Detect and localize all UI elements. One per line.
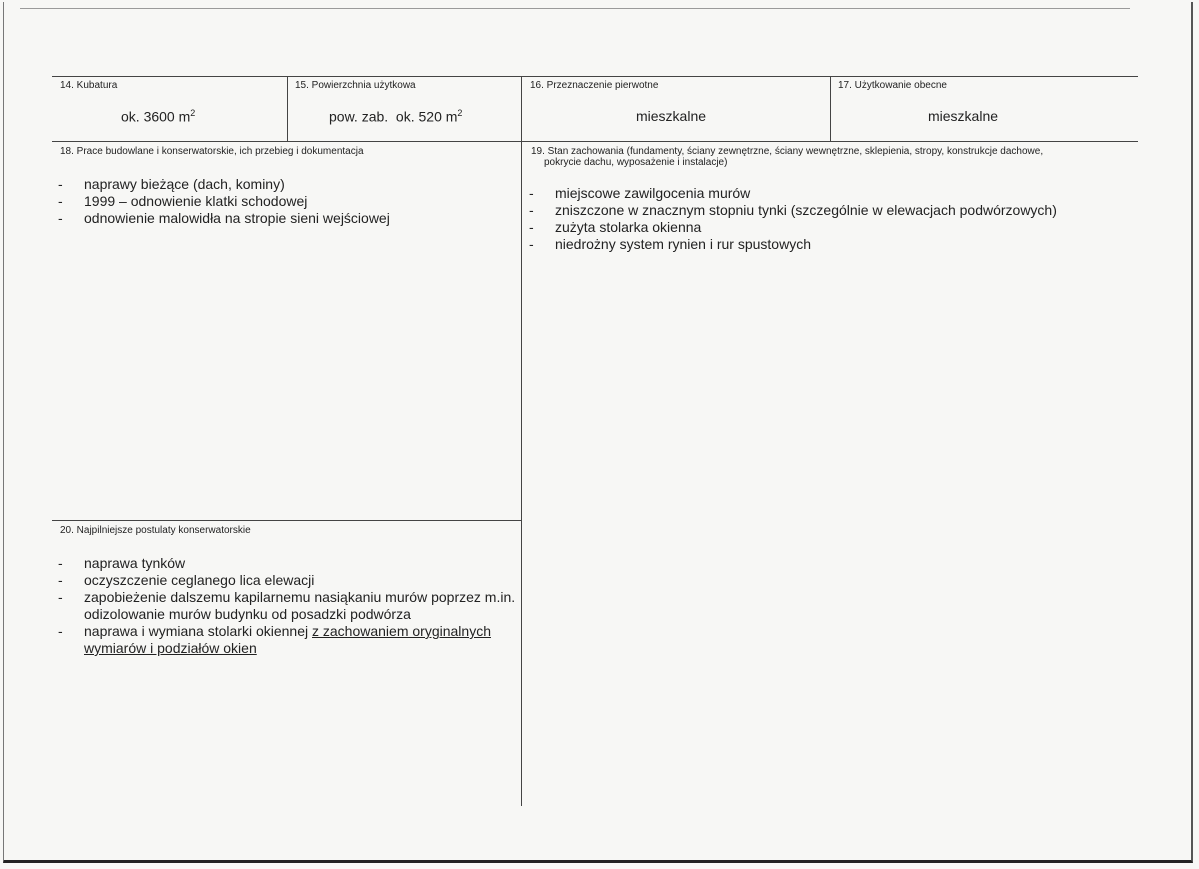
postulaty-list <box>58 555 520 657</box>
kubatura-value: ok. 3600 $m^2$ <box>121 108 196 125</box>
grid-line-top <box>52 76 1138 77</box>
list-item: - odnowienie malowidła na stropie sieni wejściowej <box>58 210 390 226</box>
list-item: - naprawa tynków <box>58 555 186 571</box>
prace-list <box>58 176 513 227</box>
list-item: - naprawy bieżące (dach, kominy) <box>58 176 285 192</box>
grid-line-row2 <box>52 141 1138 142</box>
scan-top-line <box>20 8 1130 9</box>
list-item: - naprawa i wymiana stolarki okiennej z zachowaniem oryginalnych wymiarów i podziałów okien <box>58 623 491 656</box>
list-item: - zniszczone w znacznym stopniu tynki (szczególnie w elewacjach podwórzowych) <box>529 202 1057 218</box>
grid-line-center <box>521 76 522 806</box>
przeznaczenie-value: mieszkalne <box>636 108 707 124</box>
przeznaczenie-label: 16. Przeznaczenie pierwotne <box>530 80 659 91</box>
powierzchnia-label: 15. Powierzchnia użytkowa <box>295 80 416 91</box>
list-item: - niedrożny system rynien i rur spustowych <box>529 236 811 252</box>
stan-list <box>529 185 1129 253</box>
postulaty-label: 20. Najpilniejsze postulaty konserwatorskie <box>60 525 251 536</box>
uzytkowanie-value: mieszkalne <box>928 108 999 124</box>
prace-label: 18. Prace budowlane i konserwatorskie, ich przebieg i dokumentacja <box>60 146 364 157</box>
underlined-text: z zachowaniem oryginalnych <box>312 623 491 639</box>
uzytkowanie-label: 17. Użytkowanie obecne <box>838 80 947 91</box>
grid-line-col17 <box>830 76 831 141</box>
powierzchnia-value: pow. zab. ok. 520 $m^2$ <box>329 108 463 125</box>
list-item: - 1999 – odnowienie klatki schodowej <box>58 193 308 209</box>
kubatura-label: 14. Kubatura <box>60 80 118 91</box>
underlined-text: wymiarów i podziałów okien <box>84 640 257 656</box>
grid-line-row3 <box>52 520 522 521</box>
list-item: - zapobieżenie dalszemu kapilarnemu nasiąkaniu murów poprzez m.in. odizolowanie murów budynku od posadzki podwórza <box>58 589 516 622</box>
list-item: - miejscowe zawilgocenia murów <box>529 185 751 201</box>
list-item: - zużyta stolarka okienna <box>529 219 702 235</box>
stan-label-line1: 19. Stan zachowania (fundamenty, ściany zewnętrzne, ściany wewnętrzne, sklepienia, stropy, konstrukcje dachowe, <box>531 146 1044 157</box>
page-frame <box>3 2 1193 863</box>
grid-line-col15 <box>287 76 288 141</box>
stan-label-line2: pokrycie dachu, wyposażenie i instalacje) <box>544 157 728 168</box>
list-item: - oczyszczenie ceglanego lica elewacji <box>58 572 315 588</box>
